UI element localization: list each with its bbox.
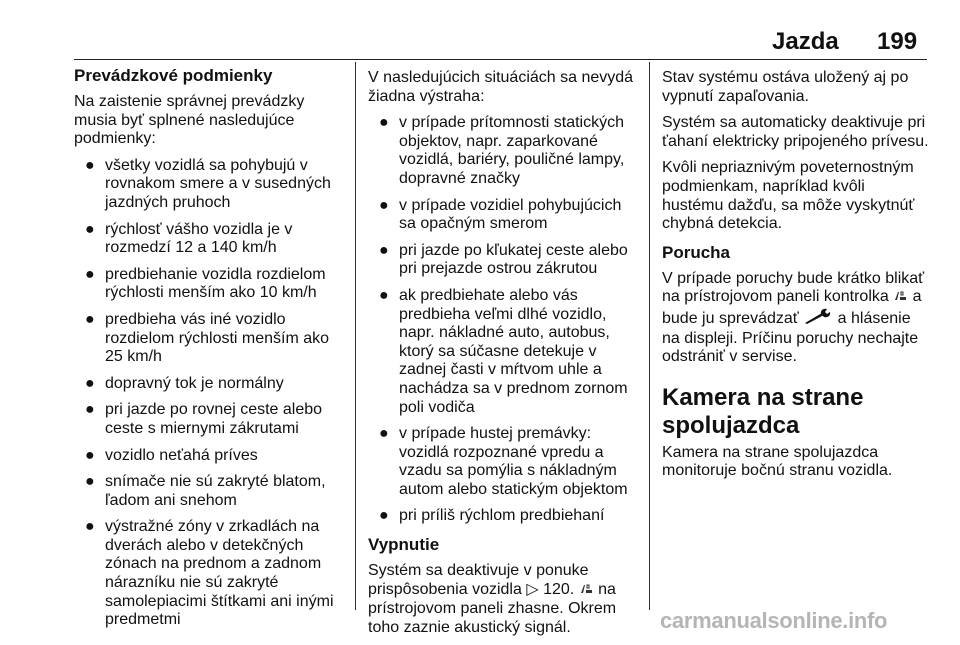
bullet-icon: ● bbox=[85, 518, 95, 536]
list-item-text: v prípade hustej premávky: vozidlá rozpoznané vpredu a vzadu sa pomýlia s nákladným autom alebo statickým objektom bbox=[399, 425, 628, 498]
page-reference-arrow-icon: ▷ bbox=[526, 580, 539, 598]
chapter-title: Jazda bbox=[772, 28, 839, 55]
list-item bbox=[74, 375, 344, 394]
section-heading-passenger-camera: Kamera na strane spolujazdca bbox=[662, 383, 864, 439]
page-number: 199 bbox=[877, 28, 918, 55]
list-item bbox=[368, 242, 638, 279]
paragraph-state-saved: Stav systému ostáva uložený aj po vypnutí zapaľovania. bbox=[662, 69, 909, 105]
bullet-icon: ● bbox=[379, 286, 389, 304]
list-item bbox=[74, 157, 344, 213]
page-header bbox=[0, 0, 960, 60]
list-item bbox=[74, 473, 344, 510]
list-item bbox=[74, 518, 344, 630]
wrench-icon bbox=[803, 308, 833, 330]
bullet-icon: ● bbox=[379, 114, 389, 132]
list-item bbox=[74, 311, 344, 367]
list-item bbox=[368, 507, 638, 526]
bullet-icon: ● bbox=[85, 220, 95, 238]
list-item-text: vozidlo neťahá príves bbox=[105, 446, 258, 464]
list-item bbox=[368, 197, 638, 234]
bullet-icon: ● bbox=[85, 156, 95, 174]
text-run: Systém sa deaktivuje v ponuke prispôsobenia vozidla bbox=[368, 562, 589, 598]
list-item-text: všetky vozidlá sa pohybujú v rovnakom smere a v susedných jazdných pruhoch bbox=[105, 156, 331, 211]
column-2 bbox=[368, 60, 638, 645]
bullet-icon: ● bbox=[379, 425, 389, 443]
paragraph-trailer: Systém sa automaticky deaktivuje pri ťahaní elektricky pripojeného prívesu. bbox=[662, 114, 929, 150]
bullet-icon: ● bbox=[85, 310, 95, 328]
list-item-text: pri príliš rýchlom predbiehaní bbox=[399, 507, 605, 525]
list-item-text: pri jazde po kľukatej ceste alebo pri prejazde ostrou zákrutou bbox=[399, 241, 628, 278]
bullet-icon: ● bbox=[379, 241, 389, 259]
bullet-icon: ● bbox=[85, 265, 95, 283]
bullet-icon: ● bbox=[85, 473, 95, 491]
paragraph-weather: Kvôli nepriaznivým poveternostným podmienkam, napríklad kvôli hustému dažďu, sa môže vyskytnúť chybná detekcia. bbox=[662, 159, 915, 233]
list-item-text: dopravný tok je normálny bbox=[105, 374, 284, 392]
bullet-icon: ● bbox=[85, 374, 95, 392]
side-blind-zone-icon bbox=[579, 582, 594, 601]
list-item bbox=[74, 221, 344, 258]
list-item-text: v prípade vozidiel pohybujúcich sa opačným smerom bbox=[399, 196, 622, 233]
bullet-icon: ● bbox=[379, 196, 389, 214]
no-warning-list bbox=[368, 114, 638, 526]
text-run: a bude ju sprevádzať bbox=[662, 288, 922, 327]
list-item bbox=[74, 401, 344, 438]
list-item bbox=[74, 266, 344, 303]
paragraph-fault bbox=[662, 270, 930, 367]
column-divider-1 bbox=[355, 62, 356, 610]
list-item-text: predbiehanie vozidla rozdielom rýchlosti menším ako 10 km/h bbox=[105, 265, 326, 302]
text-run: a hlásenie na displeji. Príčinu poruchy nechajte odstrániť v servise. bbox=[662, 309, 919, 366]
list-item bbox=[74, 447, 344, 466]
text-run: V prípade poruchy bude krátko blikať na prístrojovom paneli kontrolka bbox=[662, 269, 925, 306]
watermark: carmanualsonline.info bbox=[660, 608, 888, 633]
list-item-text: v prípade prítomnosti statických objektov, napr. zaparkované vozidlá, bariéry, pouličné lampy, dopravné značky bbox=[399, 114, 625, 187]
side-blind-zone-icon bbox=[893, 289, 908, 308]
list-item bbox=[368, 287, 638, 417]
list-item-text: snímače nie sú zakryté blatom, ľadom ani snehom bbox=[105, 473, 326, 509]
bullet-icon: ● bbox=[85, 401, 95, 419]
section-heading-operating-conditions: Prevádzkové podmienky bbox=[74, 66, 273, 85]
list-item-text: výstražné zóny v zrkadlách na dverách alebo v detekčných zónach na prednom a zadnom nárazníku nie sú zakryté samolepiacimi štítkami ani inými predmetmi bbox=[105, 518, 334, 629]
list-item bbox=[368, 425, 638, 499]
section-heading-fault: Porucha bbox=[662, 242, 731, 262]
paragraph-intro: Na zaistenie správnej prevádzky musia byť splnené nasledujúce podmienky: bbox=[74, 93, 305, 148]
paragraph-passenger-camera: Kamera na strane spolujazdca monitoruje bočnú stranu vozidla. bbox=[662, 443, 893, 480]
bullet-icon: ● bbox=[85, 446, 95, 464]
paragraph-no-warning-intro: V nasledujúcich situáciách sa nevydá žiadna výstraha: bbox=[368, 69, 634, 105]
list-item-text: pri jazde po rovnej ceste alebo ceste s miernymi zákrutami bbox=[105, 401, 323, 437]
page-reference[interactable]: 120. bbox=[538, 580, 579, 598]
list-item-text: ak predbiehate alebo vás predbieha veľmi dlhé vozidlo, napr. nákladné auto, autobus, ktorý sa súčasne detekuje v zadnej časti v mŕtvom uhle a nachádza sa v prednom zornom poli vodiča bbox=[399, 286, 628, 416]
list-item-text: predbieha vás iné vozidlo rozdielom rýchlosti menším ako 25 km/h bbox=[105, 310, 330, 366]
column-divider-2 bbox=[649, 62, 650, 610]
column-3 bbox=[662, 60, 930, 489]
list-item-text: rýchlosť vášho vozidla je v rozmedzí 12 a 140 km/h bbox=[105, 220, 293, 257]
list-item bbox=[368, 114, 638, 188]
bullet-icon: ● bbox=[379, 507, 389, 525]
section-heading-deactivation: Vypnutie bbox=[368, 535, 440, 555]
paragraph-deactivation bbox=[368, 562, 638, 637]
column-1 bbox=[74, 60, 344, 638]
conditions-list bbox=[74, 157, 344, 630]
text-run: na prístrojovom paneli zhasne. Okrem toho zaznie akustický signál. bbox=[368, 580, 617, 636]
